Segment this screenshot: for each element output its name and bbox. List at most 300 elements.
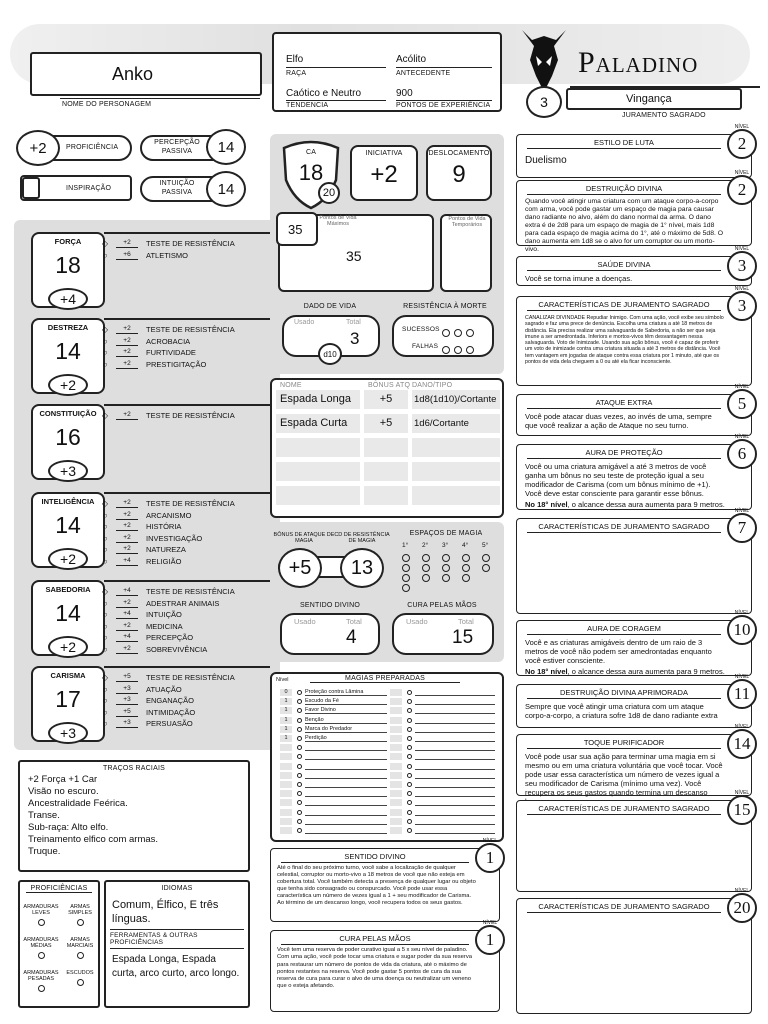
prepared-spell-name-2[interactable] — [415, 789, 495, 797]
skill-bonus: +2 — [116, 411, 138, 420]
spell-slot-dot[interactable] — [422, 554, 430, 562]
class-feature — [516, 384, 752, 436]
skill-proficiency-mark[interactable]: ◇ — [101, 325, 109, 334]
prepared-spell-level-2[interactable] — [390, 827, 402, 834]
slot-level-label: 5° — [482, 542, 489, 549]
prepared-checkbox-2[interactable] — [407, 828, 412, 833]
info-box — [272, 32, 502, 112]
skill-name: ADESTRAR ANIMAIS — [146, 598, 220, 608]
prepared-checkbox[interactable] — [297, 819, 302, 824]
prepared-spell-name[interactable] — [305, 817, 387, 825]
skill-proficiency-mark[interactable]: ◇ — [101, 587, 109, 596]
attribute-box — [31, 232, 105, 308]
prepared-spell-level[interactable]: 0 — [280, 689, 292, 696]
prepared-spell-name-2[interactable] — [415, 808, 495, 816]
skill-name: PERSUASÃO — [146, 719, 193, 729]
weapon-name[interactable] — [276, 486, 360, 505]
spell-slot-dot[interactable] — [402, 554, 410, 562]
proficiency-value[interactable]: +2 — [16, 130, 60, 166]
prepared-spell-level-2[interactable] — [390, 763, 402, 770]
death-fail-dots[interactable] — [442, 341, 478, 359]
prepared-spell-name[interactable] — [305, 771, 387, 779]
death-success-dots[interactable] — [442, 324, 478, 342]
proficiency-checkbox[interactable] — [38, 952, 45, 959]
prepared-checkbox[interactable] — [297, 745, 302, 750]
weapon-bonus[interactable] — [364, 486, 408, 505]
skill-bonus: +2 — [116, 325, 138, 334]
skill-bonus: +4 — [116, 610, 138, 619]
proficiency-checkbox[interactable] — [77, 952, 84, 959]
skill-row[interactable] — [100, 621, 183, 632]
skill-proficiency-mark[interactable]: ○ — [102, 621, 108, 631]
prepared-level-label: Nível — [276, 677, 289, 683]
prepared-checkbox-2[interactable] — [407, 791, 412, 796]
prepared-spell-level[interactable] — [280, 827, 292, 834]
prepared-spell-level[interactable] — [280, 790, 292, 797]
feature-text[interactable]: Você se torna imune a doenças. — [525, 274, 633, 283]
skill-bonus: +2 — [116, 645, 138, 654]
spell-attack-value[interactable]: +5 — [278, 548, 322, 588]
skill-row[interactable] — [100, 718, 193, 729]
skill-row[interactable] — [100, 510, 191, 521]
prepared-checkbox[interactable] — [297, 810, 302, 815]
speed-value[interactable]: 9 — [452, 161, 466, 188]
skill-bonus: +2 — [116, 534, 138, 543]
prepared-spell-name-2[interactable] — [415, 798, 495, 806]
racial-traits-box — [18, 760, 250, 872]
skill-row[interactable] — [100, 238, 235, 249]
prepared-spell-level-2[interactable] — [390, 707, 402, 714]
divine-sense-total[interactable]: 4 — [346, 627, 357, 648]
weapon-bonus[interactable] — [364, 438, 408, 457]
weapon-row[interactable] — [276, 390, 500, 409]
proficiency-checkbox[interactable] — [38, 985, 45, 992]
skill-row[interactable] — [100, 644, 207, 655]
prepared-spell-name[interactable]: Perdição — [305, 734, 387, 742]
prepared-checkbox-2[interactable] — [407, 727, 412, 732]
prepared-checkbox[interactable] — [297, 690, 302, 695]
death-fail-label: FALHAS — [412, 343, 439, 350]
prepared-spell-level[interactable] — [280, 799, 292, 806]
prepared-spell-name-2[interactable] — [415, 725, 495, 733]
prepared-checkbox[interactable] — [297, 708, 302, 713]
prepared-spell-level-2[interactable] — [390, 818, 402, 825]
weapon-name[interactable] — [276, 462, 360, 481]
prepared-checkbox[interactable] — [297, 764, 302, 769]
prepared-checkbox[interactable] — [297, 727, 302, 732]
prepared-spell-row[interactable] — [280, 808, 500, 817]
proficiency-item[interactable] — [22, 970, 60, 992]
attribute-modifier[interactable]: +3 — [48, 722, 88, 744]
prepared-spell-name[interactable] — [305, 780, 387, 788]
feature-text[interactable]: CANALIZAR DIVINDADE Repudiar Inimigo. Com uma ação, você exibe seu símbolo sagrado e faz uma prece de denúncia. Escolha uma criatura a até 18 metros de distância. Ela precisa realizar uma salvaguarda de Sabedoria, a não ser que seja imune a ser amedrontada. Inferiors e mortos-vivos têm desvantagem nessa salvaguarda. Voto de Inimizade. Usando sua ação bônus, você é capaz de proferir um voto de inimizade contra uma criatura situada a até 3 metros de distância. Você tem vantagem em jogadas de ataque contra essa criatura por 1 minuto, até que os pontos de vida dela cheguem a 0 ou até ela ficar inconsciente. — [525, 315, 724, 366]
prepared-spell-level-2[interactable] — [390, 772, 402, 779]
prepared-spell-name-2[interactable] — [415, 734, 495, 742]
prepared-checkbox-2[interactable] — [407, 708, 412, 713]
proficiency-item[interactable] — [61, 970, 99, 986]
feature-title: CARACTERÍSTICAS DE JURAMENTO SAGRADO — [527, 522, 721, 533]
feature-text[interactable]: Duelismo — [525, 155, 567, 166]
skill-row[interactable] — [100, 684, 182, 695]
prepared-spell-name[interactable] — [305, 808, 387, 816]
skill-row[interactable] — [100, 556, 181, 567]
prepared-checkbox-2[interactable] — [407, 773, 412, 778]
spell-slot-dot[interactable] — [482, 554, 490, 562]
weapon-name[interactable]: Espada Longa — [276, 390, 360, 409]
skill-row[interactable] — [100, 598, 219, 609]
prepared-spell-level[interactable]: 1 — [280, 698, 292, 705]
weapon-row[interactable] — [276, 414, 500, 433]
skill-proficiency-mark[interactable]: ◇ — [101, 411, 109, 420]
skill-bonus: +3 — [116, 685, 138, 694]
skill-proficiency-mark[interactable]: ○ — [102, 684, 108, 694]
prepared-spell-row[interactable] — [280, 762, 500, 771]
attribute-score[interactable]: 14 — [55, 600, 81, 626]
spell-slot-dot[interactable] — [462, 554, 470, 562]
prepared-spell-name-2[interactable] — [415, 817, 495, 825]
prepared-spell-level[interactable] — [280, 763, 292, 770]
prepared-checkbox[interactable] — [297, 800, 302, 805]
attribute-modifier[interactable]: +4 — [48, 288, 88, 310]
prepared-spell-row[interactable] — [280, 697, 500, 706]
feature-text[interactable] — [517, 913, 751, 916]
lay-hands-total[interactable]: 15 — [452, 627, 474, 648]
armor-class-value[interactable]: 18 — [298, 160, 324, 185]
skill-row[interactable] — [100, 695, 194, 706]
prepared-spell-name-2[interactable] — [415, 752, 495, 760]
weapon-name[interactable]: Espada Curta — [276, 414, 360, 433]
feature-title: AURA DE PROTEÇÃO — [527, 448, 721, 459]
weapon-row[interactable] — [276, 462, 500, 481]
prepared-checkbox[interactable] — [297, 754, 302, 759]
prepared-spell-row[interactable] — [280, 771, 500, 780]
skill-proficiency-mark[interactable]: ○ — [102, 557, 108, 566]
skill-proficiency-mark[interactable]: ○ — [102, 250, 108, 260]
prepared-spell-level-2[interactable] — [390, 689, 402, 696]
proficiency-item[interactable] — [61, 937, 99, 959]
prepared-spell-name[interactable]: Marca do Predador — [305, 725, 387, 733]
spell-slot-dot[interactable] — [482, 564, 490, 572]
feature-text[interactable]: Você pode atacar duas vezes, ao invés de uma, sempre que você realizar a ação de Ataque no seu turno. — [525, 412, 712, 430]
skill-proficiency-mark[interactable]: ◇ — [101, 239, 109, 248]
hp-current-value[interactable]: 35 — [346, 248, 362, 264]
prepared-spell-name[interactable]: Favor Divino — [305, 706, 387, 714]
prepared-spell-name-2[interactable] — [415, 688, 495, 696]
skill-proficiency-mark[interactable]: ○ — [102, 598, 108, 608]
spell-slot-dot[interactable] — [442, 574, 450, 582]
prepared-checkbox[interactable] — [297, 699, 302, 704]
feature-text[interactable]: Você ou uma criatura amigável a até 3 metros de você ganha um bônus no seu teste de proteção igual a seu modificador de Carisma (com um bônus mínimo de +1). Você deve estar consciente para garantir esse bônus. — [525, 462, 711, 498]
prepared-spell-name[interactable]: Proteção contra Lâmina — [305, 688, 387, 696]
feature-text[interactable]: Você pode usar sua ação para terminar uma magia em si mesmo ou em uma criatura voluntária que você tocar. Você pode usar essa característica um número de vezes igual a seu modificador de Carisma (mínimo uma vez). Você recupera os seus gastos quando termina um descanso — [525, 752, 723, 797]
prepared-spell-name-2[interactable] — [415, 762, 495, 770]
hit-dice-total[interactable]: 3 — [350, 329, 360, 348]
attribute-modifier[interactable]: +2 — [48, 636, 88, 658]
prepared-spell-level-2[interactable] — [390, 790, 402, 797]
attribute-modifier[interactable]: +2 — [48, 374, 88, 396]
languages-box — [104, 880, 250, 1008]
spell-dc-value[interactable]: 13 — [340, 548, 384, 588]
prepared-spell-level[interactable] — [280, 809, 292, 816]
prepared-spell-row[interactable] — [280, 789, 500, 798]
prepared-checkbox[interactable] — [297, 736, 302, 741]
skill-row[interactable] — [100, 707, 195, 718]
initiative-box — [350, 145, 418, 201]
armor-class-shield-value[interactable]: 20 — [318, 182, 340, 204]
prepared-spell-row[interactable] — [280, 734, 500, 743]
class-feature — [516, 610, 752, 676]
class-feature — [516, 888, 752, 1014]
skill-proficiency-mark[interactable]: ○ — [102, 633, 108, 643]
divine-sense-feature-text[interactable]: Até o final do seu próximo turno, você sabe a localização de qualquer celestial, corruptor ou morto-vivo a 18 metros de você que não esteja em cobertura total. Você também detecta a presença de qualquer lugar ou objeto que tenha sido consagrado ou conspurcado. Você pode usar essa característica um número de vezes igual a 1 + seu modificador de Carisma. Ao término de um descanso longo, você recupera todos os seus gastos. — [277, 865, 476, 906]
prepared-spell-row[interactable] — [280, 716, 500, 725]
xp-value[interactable]: 900 — [396, 88, 413, 99]
skill-row[interactable] — [100, 324, 235, 335]
skill-proficiency-mark[interactable]: ○ — [102, 336, 108, 346]
prepared-checkbox-2[interactable] — [407, 810, 412, 815]
weapon-row[interactable] — [276, 438, 500, 457]
inspiration-checkbox[interactable] — [22, 177, 40, 199]
prepared-spell-row[interactable] — [280, 826, 500, 835]
skill-proficiency-mark[interactable]: ○ — [102, 533, 108, 543]
prepared-checkbox-2[interactable] — [407, 782, 412, 787]
prepared-spell-level-2[interactable] — [390, 717, 402, 724]
prepared-checkbox-2[interactable] — [407, 800, 412, 805]
feature-level: NÍVEL 2 — [727, 175, 757, 205]
attribute-score[interactable]: 18 — [55, 252, 81, 278]
proficiency-item[interactable] — [61, 904, 99, 926]
prepared-checkbox[interactable] — [297, 773, 302, 778]
languages-text[interactable]: Comum, Élfico, E três línguas. — [112, 899, 219, 925]
proficiency-checkbox[interactable] — [77, 919, 84, 926]
skill-proficiency-mark[interactable]: ○ — [102, 545, 108, 555]
background-value[interactable]: Acólito — [396, 54, 427, 65]
weapon-name[interactable] — [276, 438, 360, 457]
hp-max-value[interactable]: 35 — [288, 222, 303, 237]
attribute-modifier[interactable]: +3 — [48, 460, 88, 482]
prepared-checkbox[interactable] — [297, 791, 302, 796]
prepared-checkbox-2[interactable] — [407, 745, 412, 750]
weapon-damage[interactable] — [412, 438, 500, 457]
prepared-spell-name-2[interactable] — [415, 826, 495, 834]
prepared-spell-row[interactable] — [280, 780, 500, 789]
skill-bonus: +2 — [116, 348, 138, 357]
feature-extra-text: , o alcance dessa aura aumenta para 9 metros. — [567, 667, 725, 676]
racial-traits-text[interactable] — [20, 772, 248, 858]
skill-row[interactable] — [100, 347, 196, 358]
prepared-spell-level-2[interactable] — [390, 799, 402, 806]
weapons-header-name: NOME — [280, 382, 302, 389]
passive-perception-value[interactable]: 14 — [206, 129, 246, 165]
prepared-checkbox[interactable] — [297, 828, 302, 833]
skill-name: PRESTIGITAÇÃO — [146, 359, 207, 369]
passive-insight-value[interactable]: 14 — [206, 171, 246, 207]
prepared-checkbox[interactable] — [297, 718, 302, 723]
skill-name: NATUREZA — [146, 545, 186, 555]
skill-proficiency-mark[interactable]: ○ — [102, 510, 108, 520]
prepared-spell-level-2[interactable] — [390, 781, 402, 788]
feature-title: DESTRUIÇÃO DIVINA — [527, 184, 721, 195]
weapon-bonus[interactable]: +5 — [364, 390, 408, 409]
skill-row[interactable] — [100, 498, 235, 509]
prepared-checkbox-2[interactable] — [407, 819, 412, 824]
spell-slot-dot[interactable] — [442, 564, 450, 572]
skill-name: TESTE DE RESISTÊNCIA — [146, 239, 235, 248]
prepared-spell-level-2[interactable] — [390, 753, 402, 760]
skill-row[interactable] — [100, 336, 190, 347]
passive-insight-label: INTUIÇÃO PASSIVA — [159, 180, 195, 196]
skill-proficiency-mark[interactable]: ◇ — [101, 673, 109, 682]
weapon-row[interactable] — [276, 486, 500, 505]
prepared-spell-row[interactable] — [280, 798, 500, 807]
racial-trait-line: Treinamento elfico com armas. — [28, 834, 159, 845]
prepared-spell-level[interactable] — [280, 753, 292, 760]
tools-text[interactable]: Espada Longa, Espada curta, arco curto, arco longo. — [112, 954, 240, 979]
prepared-spell-level[interactable] — [280, 781, 292, 788]
initiative-value[interactable]: +2 — [370, 161, 398, 188]
spell-slot-dot[interactable] — [462, 574, 470, 582]
oath-value[interactable]: Vingança — [626, 93, 672, 105]
skill-row[interactable] — [100, 632, 193, 643]
prepared-spell-name-2[interactable] — [415, 743, 495, 751]
prepared-spell-level[interactable] — [280, 772, 292, 779]
skill-proficiency-mark[interactable]: ○ — [102, 645, 108, 654]
prepared-spell-row[interactable] — [280, 752, 500, 761]
proficiency-item[interactable] — [22, 937, 60, 959]
prepared-spell-name[interactable] — [305, 798, 387, 806]
prepared-spell-level[interactable]: 1 — [280, 717, 292, 724]
skill-proficiency-mark[interactable]: ○ — [102, 522, 108, 532]
feature-text[interactable]: Quando você atingir uma criatura com um ataque corpo-a-corpo com arma, você pode gastar um espaço de magia para causar dano radiante no alvo, além do dano normal da arma. O dano extra é de 2d8 para um espaço de magia de 1° nível, mais 1d8 para cada espaço de magia acima do 1°, até o máximo de 5d8. O dano aumenta em 1d8 se o alvo for um corruptor ou um morto-vivo. — [525, 198, 724, 253]
prepared-spell-name[interactable] — [305, 826, 387, 834]
prepared-spell-row[interactable] — [280, 743, 500, 752]
prepared-checkbox[interactable] — [297, 782, 302, 787]
feature-text[interactable] — [517, 533, 751, 536]
lay-hands-feature-text[interactable]: Você tem uma reserva de poder curativo igual a 5 x seu nível de paladino. Com uma ação, você pode tocar uma criatura e sugar poder da sua reserva para restaurar um número de pontos de vida da criatura, até o máximo de pontos restantes na reserva. Você pode gastar 5 pontos de cura da sua reserva de cura para curar o alvo de uma doença ou neutralizar um veneno que o esteja afetando. — [277, 947, 472, 990]
weapon-bonus[interactable] — [364, 462, 408, 481]
prepared-spell-level-2[interactable] — [390, 726, 402, 733]
prepared-checkbox-2[interactable] — [407, 699, 412, 704]
spell-slot-dot[interactable] — [422, 574, 430, 582]
prepared-spell-name-2[interactable] — [415, 697, 495, 705]
prepared-spell-level[interactable] — [280, 744, 292, 751]
prepared-spell-level[interactable]: 1 — [280, 735, 292, 742]
prepared-spell-name[interactable] — [305, 743, 387, 751]
attribute-score[interactable]: 16 — [55, 424, 81, 450]
skill-row[interactable] — [100, 672, 235, 683]
weapon-bonus[interactable]: +5 — [364, 414, 408, 433]
feature-level: NÍVEL 3 — [727, 251, 757, 281]
prepared-checkbox-2[interactable] — [407, 690, 412, 695]
prepared-spell-name[interactable] — [305, 762, 387, 770]
skill-proficiency-mark[interactable]: ◇ — [101, 499, 109, 508]
prepared-spell-row[interactable] — [280, 725, 500, 734]
alignment-value[interactable]: Caótico e Neutro — [286, 88, 362, 99]
spell-slot-dot[interactable] — [402, 584, 410, 592]
attribute-score[interactable]: 14 — [55, 338, 81, 364]
spell-slot-dot[interactable] — [402, 574, 410, 582]
skill-proficiency-mark[interactable]: ○ — [102, 610, 108, 620]
prepared-spell-name[interactable] — [305, 752, 387, 760]
level-circle[interactable]: 3 — [526, 86, 562, 118]
spell-slot-dot[interactable] — [462, 564, 470, 572]
attribute-name: INTELIGÊNCIA — [41, 497, 95, 506]
skill-row[interactable] — [100, 609, 182, 620]
spell-slot-dot[interactable] — [422, 564, 430, 572]
skill-proficiency-mark[interactable]: ○ — [102, 359, 108, 369]
character-name-box — [30, 52, 262, 96]
speed-label: DESLOCAMENTO — [428, 150, 490, 157]
prepared-spell-name-2[interactable] — [415, 771, 495, 779]
prepared-spell-name[interactable] — [305, 789, 387, 797]
skill-proficiency-mark[interactable]: ○ — [102, 696, 108, 706]
skill-row[interactable] — [100, 533, 202, 544]
race-value[interactable]: Elfo — [286, 54, 304, 65]
weapon-damage[interactable] — [412, 462, 500, 481]
prepared-spell-level-2[interactable] — [390, 735, 402, 742]
feature-text[interactable]: Sempre que você atingir uma criatura com um ataque corpo-a-corpo, a criatura sofre 1d8 de dano radiante extra — [525, 702, 718, 720]
prepared-checkbox-2[interactable] — [407, 736, 412, 741]
proficiency-checkbox[interactable] — [77, 979, 84, 986]
proficiency-item[interactable] — [22, 904, 60, 926]
hp-temp-label: Pontos de Vida Temporários — [448, 216, 486, 229]
prepared-checkbox-2[interactable] — [407, 754, 412, 759]
skill-row[interactable] — [100, 410, 235, 421]
skill-proficiency-mark[interactable]: ○ — [102, 348, 108, 358]
skill-name: PERCEPÇÃO — [146, 633, 194, 643]
prepared-spell-name[interactable]: Escudo da Fé — [305, 697, 387, 705]
character-name[interactable]: Anko — [112, 64, 154, 84]
skill-row[interactable] — [100, 586, 235, 597]
feature-text[interactable] — [517, 815, 751, 818]
prepared-spell-row[interactable] — [280, 688, 500, 697]
weapon-damage[interactable]: 1d8(1d10)/Cortante — [412, 390, 500, 409]
prepared-checkbox-2[interactable] — [407, 718, 412, 723]
skill-row[interactable] — [100, 544, 186, 555]
prepared-spell-name-2[interactable] — [415, 780, 495, 788]
hit-dice-used-label: Usado — [294, 319, 315, 326]
skill-row[interactable] — [100, 359, 206, 370]
attribute-modifier[interactable]: +2 — [48, 548, 88, 570]
class-feature — [516, 246, 752, 286]
prepared-spell-name-2[interactable] — [415, 706, 495, 714]
skill-proficiency-mark[interactable]: ○ — [102, 719, 108, 729]
prepared-spell-level[interactable]: 1 — [280, 726, 292, 733]
prepared-spell-row[interactable] — [280, 706, 500, 715]
skill-row[interactable] — [100, 521, 181, 532]
prepared-spell-level-2[interactable] — [390, 744, 402, 751]
prepared-spell-name-2[interactable] — [415, 716, 495, 724]
proficiency-checkbox[interactable] — [38, 919, 45, 926]
weapon-damage[interactable] — [412, 486, 500, 505]
feature-text[interactable]: Você e as criaturas amigáveis dentro de um raio de 3 metros de você não podem ser amedrontadas enquanto você estiver consciente. — [525, 638, 712, 665]
prepared-spell-level[interactable] — [280, 818, 292, 825]
skill-row[interactable] — [100, 250, 188, 261]
prepared-spell-name[interactable]: Benção — [305, 716, 387, 724]
death-success-label: SUCESSOS — [402, 326, 440, 333]
skill-proficiency-mark[interactable]: ○ — [102, 707, 108, 717]
prepared-spell-level-2[interactable] — [390, 809, 402, 816]
weapon-damage[interactable]: 1d6/Cortante — [412, 414, 500, 433]
attribute-score[interactable]: 14 — [55, 512, 81, 538]
spell-slot-dot[interactable] — [402, 564, 410, 572]
prepared-checkbox-2[interactable] — [407, 764, 412, 769]
spell-slot-dot[interactable] — [442, 554, 450, 562]
prepared-spell-row[interactable] — [280, 817, 500, 826]
attribute-score[interactable]: 17 — [55, 686, 81, 712]
prepared-spell-level[interactable]: 1 — [280, 707, 292, 714]
prepared-spell-level-2[interactable] — [390, 698, 402, 705]
